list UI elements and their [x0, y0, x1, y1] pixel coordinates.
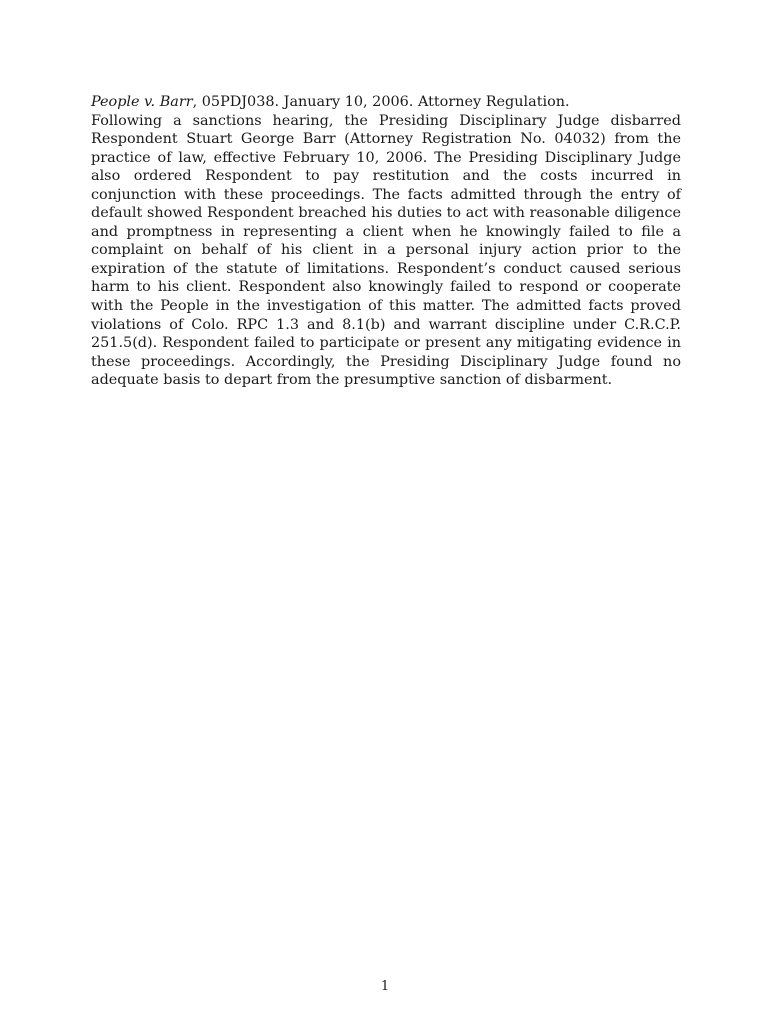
case-name: People v. Barr: [91, 94, 193, 110]
page-number: 1: [380, 979, 390, 994]
case-citation: [91, 93, 681, 112]
document-body: [91, 93, 681, 390]
citation-details: , 05PDJ038. January 10, 2006. Attorney Regulation.: [192, 94, 570, 110]
case-summary-paragraph: Following a sanctions hearing, the Presiding Disciplinary Judge disbarred Respondent Stuart George Barr (Attorney Registration No. 04032) from the practice of law, effective February 10, 2006. The Presiding Disciplinary Judge also ordered Respondent to pay restitution and the costs incurred in conjunction with these proceedings. The facts admitted through the entry of default showed Respondent breached his duties to act with reasonable diligence and promptness in representing a client when he knowingly failed to file a complaint on behalf of his client in a personal injury action prior to the expiration of the statute of limitations. Respondent’s conduct caused serious harm to his client. Respondent also knowingly failed to respond or cooperate with the People in the investigation of this matter. The admitted facts proved violations of Colo. RPC 1.3 and 8.1(b) and warrant discipline under C.R.C.P. 251.5(d). Respondent failed to participate or present any mitigating evidence in these proceedings. Accordingly, the Presiding Disciplinary Judge found no adequate basis to depart from the presumptive sanction of disbarment.: [91, 112, 681, 389]
